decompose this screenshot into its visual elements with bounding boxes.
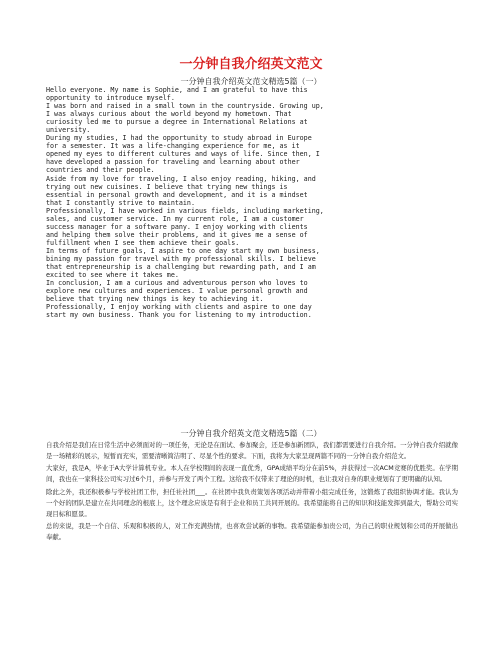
english-line: In terms of future goals, I aspire to one day start my own business,: [46, 246, 320, 255]
chinese-paragraph: 大家好，我是A，毕业于A大学计算机专业。本人在学校期间的表现一直优秀，GPA成绩平均分在前5%，并获得过一次ACM竞赛的优胜奖。在学期间，我也在一家科技公司实习过6个月，并参与开发了两个工程。这给我不仅带来了理论的时机，也让我对自身的职业规划有了更明确的认知。: [46, 464, 458, 484]
english-line: curiosity led me to pursue a degree in International Relations at: [46, 118, 308, 127]
section-heading-1: 一分钟自我介绍英文范文精选5篇（一）: [180, 77, 322, 86]
chinese-essay: [46, 440, 458, 545]
english-line: fulfillment when I see them achieve their goals.: [46, 238, 240, 247]
english-line: excited to see where it takes me.: [46, 271, 179, 280]
english-line: start my own business. Thank you for listening to my introduction.: [46, 311, 312, 320]
english-line: trying out new cuisines. I believe that trying new things is: [46, 182, 288, 191]
english-line: Hello everyone. My name is Sophie, and I am grateful to have this: [46, 86, 308, 94]
section-heading-2: 一分钟自我介绍英文范文精选5篇（二）: [180, 429, 322, 438]
english-line: Professionally, I enjoy working with clients and aspire to one day: [46, 303, 312, 312]
english-line: bining my passion for travel with my professional skills. I believe: [46, 254, 316, 263]
english-line: that I constantly strive to maintain.: [46, 198, 195, 207]
english-line: success manager for a software pany. I enjoy working with clients: [46, 222, 308, 231]
english-line: opened my eyes to different cultures and ways of life. Since then, I: [46, 150, 320, 159]
english-line: and helping them solve their problems, and it gives me a sense of: [46, 230, 308, 239]
english-line: During my studies, I had the opportunity to study abroad in Europe: [46, 134, 312, 143]
english-line: opportunity to introduce myself.: [46, 94, 175, 103]
english-line: Aside from my love for traveling, I also enjoy reading, hiking, and: [46, 174, 316, 183]
english-line: I was born and raised in a small town in the countryside. Growing up,: [46, 102, 324, 111]
english-line: countries and their people.: [46, 166, 155, 175]
english-line: essential in personal growth and development, and it is a mindset: [46, 190, 308, 199]
english-line: sales, and customer service. In my current role, I am a customer: [46, 214, 304, 223]
english-line: for a semester. It was a life-changing experience for me, as it: [46, 142, 300, 151]
chinese-paragraph: 总的来说，我是一个自信、乐观和积极的人，对工作充满热情，也喜欢尝试新的事物。我希望能参加贵公司，为自己的职业规划和公司的开展做出奉献。: [46, 522, 458, 542]
chinese-paragraph: 自我介绍是我们在日常生活中必须面对的一项任务，无论是在面试、参加聚会，还是参加新团队，我们都需要进行自我介绍。一分钟自我介绍就像是一场精彩的展示，短暂而充实，需要清晰简洁明了、尽显个性的要求。下面，我将为大家呈现两篇不同的一分钟自我介绍范文。: [46, 441, 458, 460]
english-line: I was always curious about the world beyond my hometown. That: [46, 110, 292, 119]
english-line: have developed a passion for traveling and learning about other: [46, 158, 300, 167]
english-line: that entrepreneurship is a challenging but rewarding path, and I am: [46, 263, 316, 272]
english-line: explore new cultures and experiences. I value personal growth and: [46, 287, 308, 296]
document-title: 一分钟自我介绍英文范文: [179, 57, 323, 72]
english-essay: [46, 86, 466, 319]
english-line: In conclusion, I am a curious and adventurous person who loves to: [46, 279, 308, 288]
english-line: university.: [46, 126, 91, 135]
english-line: Professionally, I have worked in various fields, including marketing,: [46, 206, 324, 215]
english-line: believe that trying new things is key to achieving it.: [46, 295, 264, 304]
chinese-paragraph: 除此之外，我还积极参与学校社团工作，担任社社团___。在社团中我负责策划各项活动并带着小组完成任务，这锻炼了我组织协调才能。我认为一个好的团队是建立在共同理念的根底上，这个理念应该是有利于企业和员工共同开展的。我希望能将自己的知识和技能发挥到最大，帮助公司实现目标和愿景。: [46, 487, 458, 518]
